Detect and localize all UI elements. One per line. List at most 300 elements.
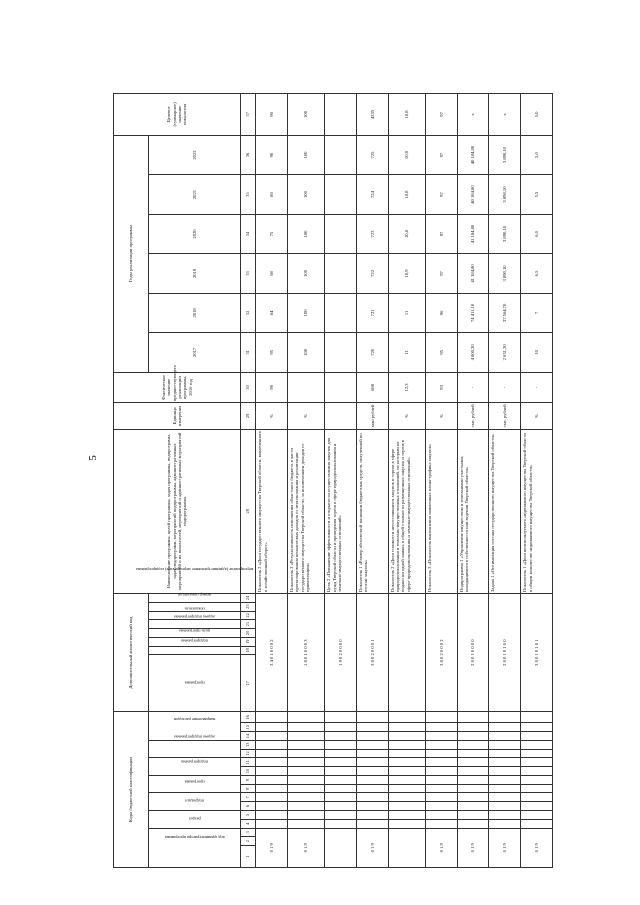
actual-value-cell: - [457, 372, 489, 403]
codes-group-header: Коды бюджетной классификации [114, 712, 149, 868]
budget-code-cell [457, 793, 489, 802]
program-indicators-table-sheet [113, 93, 553, 868]
column-number-cell: 23 [241, 602, 256, 611]
budget-code-cell [287, 723, 324, 732]
year-value-cell: 37 564,70 [489, 293, 521, 332]
budget-code-cell [256, 740, 288, 749]
year-value-cell [325, 135, 357, 175]
budget-code-cell [425, 802, 457, 811]
column-number-cell: 20 [241, 629, 256, 638]
column-number-cell: 12 [241, 749, 256, 758]
unit-cell: млн рублей [356, 403, 388, 429]
budget-code-cell [489, 740, 521, 749]
year-value-cell: 97 [425, 214, 457, 253]
target-value-cell: x [489, 94, 521, 136]
year-value-cell: 11 [388, 293, 425, 332]
actual-value-cell: - [489, 372, 521, 403]
year-header-2022: 2022 [148, 135, 240, 175]
indicator-name-cell: Показатель 3 «Результативность исполнения областного бюджета в части прогнозирования неналоговых доходов от использования и реализации государственного имущества Тверской области, за исключением доходов от приватизации» [287, 429, 324, 593]
budget-code-cell [489, 712, 521, 723]
budget-code-cell [256, 802, 288, 811]
column-number-cell: 15 [241, 723, 256, 732]
budget-code-cell [521, 712, 553, 723]
column-number-cell: 17 [241, 655, 256, 712]
year-value-cell: 68 [256, 254, 288, 293]
column-number-cell: 2 [241, 837, 256, 846]
year-value-cell: 721 [356, 293, 388, 332]
budget-code-cell [256, 758, 288, 767]
budget-code-cell [489, 723, 521, 732]
target-value-cell: 90 [256, 94, 288, 136]
budget-code-cell [457, 784, 489, 793]
budget-code-cell [325, 775, 357, 784]
budget-code-cell [425, 740, 457, 749]
budget-code-cell [457, 811, 489, 820]
budget-code-cell [425, 712, 457, 723]
table-row [325, 94, 357, 868]
budget-code-cell [489, 793, 521, 802]
year-value-cell: 100 [287, 175, 324, 214]
years-group-header: Годы реализации программы [114, 135, 149, 372]
budget-code-cell [325, 784, 357, 793]
budget-code-cell [457, 775, 489, 784]
budget-code-cell [287, 712, 324, 723]
year-value-cell: 100 [287, 254, 324, 293]
budget-code-cell [388, 758, 425, 767]
budget-code-cell [521, 802, 553, 811]
table-row [388, 94, 425, 868]
column-number-cell: 36 [241, 135, 256, 175]
column-number-cell: 30 [241, 372, 256, 403]
year-value-cell: 5,5 [521, 175, 553, 214]
budget-code-cell [356, 767, 388, 776]
budget-code-cell [256, 712, 288, 723]
budget-code-cell [425, 758, 457, 767]
unit-cell: тыс. рублей [457, 403, 489, 429]
main-activity-header: задача подпрограммы [148, 740, 240, 758]
budget-code-cell [388, 802, 425, 811]
analytic-subprogram-header: подпрограмма [148, 646, 240, 655]
analytic-code-cell [388, 593, 425, 711]
analytic-code-cell: 2 8 0 1 0 0 0 0 [457, 593, 489, 711]
budget-code-cell [489, 784, 521, 793]
budget-code-cell [325, 819, 357, 828]
year-value-cell: 100 [287, 333, 324, 372]
column-number-cell: 33 [241, 254, 256, 293]
year-value-cell: 6,5 [521, 254, 553, 293]
unit-cell: % [256, 403, 288, 429]
budget-code-cell [521, 767, 553, 776]
name-column-header: Наименование программы, целей программы, задач программы, подпрограмм, задач подпрограмм, мероприятий подпрограммы, административных мероприятий и их показателей, мероприятий и административных мероприятий подпрограммы [114, 429, 241, 593]
year-value-cell: 5,0 [521, 135, 553, 175]
year-header-2017: 2017 [148, 333, 240, 372]
budget-code-cell [388, 775, 425, 784]
column-number-cell: 11 [241, 758, 256, 767]
unit-cell: % [287, 403, 324, 429]
budget-code-cell [356, 749, 388, 758]
budget-code-cell [356, 775, 388, 784]
year-value-cell: 10,8 [388, 135, 425, 175]
budget-code-cell [457, 712, 489, 723]
year-value-cell: 100 [287, 214, 324, 253]
column-number-cell: 19 [241, 637, 256, 646]
analytic-goal-header: цель программы [148, 637, 240, 646]
admin-code-cell: 0 1 9 [287, 828, 324, 867]
year-value-cell: 3 890,10 [489, 254, 521, 293]
year-value-cell: 10,8 [388, 214, 425, 253]
budget-code-cell [256, 767, 288, 776]
budget-code-cell [457, 802, 489, 811]
year-value-cell: 723 [356, 214, 388, 253]
actual-value-cell [287, 372, 324, 403]
budget-code-cell [325, 811, 357, 820]
budget-code-cell [356, 740, 388, 749]
budget-code-cell [489, 758, 521, 767]
table-row [457, 94, 489, 868]
column-number-cell: 5 [241, 811, 256, 820]
budget-code-cell [356, 723, 388, 732]
budget-code-cell [287, 819, 324, 828]
target-value-cell: 97 [425, 94, 457, 136]
budget-code-cell [356, 819, 388, 828]
budget-code-cell [521, 793, 553, 802]
budget-code-cell [388, 767, 425, 776]
year-value-cell: 96 [425, 293, 457, 332]
year-value-cell: 90 [256, 135, 288, 175]
admin-code-cell: 0 1 9 [457, 828, 489, 867]
column-number-cell: 24 [241, 593, 256, 602]
indicator-name-cell: Показатель 1 «Размер абсолютной экономии бюджетных средств, полученной по итогам закупок» [356, 429, 388, 593]
year-value-cell: 75 [256, 214, 288, 253]
budget-code-cell [287, 802, 324, 811]
target-value-cell: 4335 [356, 94, 388, 136]
budget-code-cell [287, 793, 324, 802]
budget-code-cell [425, 767, 457, 776]
budget-code-cell [325, 767, 357, 776]
budget-code-cell [489, 811, 521, 820]
year-value-cell: 725 [356, 135, 388, 175]
year-value-cell: 3 890,10 [489, 214, 521, 253]
unit-cell: % [388, 403, 425, 429]
year-value-cell: 74 411,10 [457, 293, 489, 332]
budget-code-cell [287, 749, 324, 758]
budget-code-cell [388, 712, 425, 723]
analytic-program-header: программа [148, 655, 240, 712]
budget-code-cell [388, 749, 425, 758]
analytic-code-cell: 1 8 0 1 0 0 0 3 [287, 593, 324, 711]
column-number-cell: 6 [241, 802, 256, 811]
budget-code-cell [256, 793, 288, 802]
indicator-name-cell: Подпрограмма 1 «Управление имуществом и земельными участками, находящимися в собственности или ведении Тверской области» [457, 429, 489, 593]
budget-code-cell [521, 749, 553, 758]
budget-code-cell [457, 749, 489, 758]
year-value-cell: 100 [287, 135, 324, 175]
target-value-cell: 5,0 [521, 94, 553, 136]
table-row [521, 94, 553, 868]
budget-code-cell [287, 767, 324, 776]
year-value-cell: 40 184,80 [457, 135, 489, 175]
budget-code-cell [388, 723, 425, 732]
budget-code-cell [521, 775, 553, 784]
page-number: 5 [86, 455, 99, 461]
budget-code-cell [521, 723, 553, 732]
indicator-name-cell: Показатель 2 «Доля государственного имущества Тверской области, вовлеченного в хозяйственный оборот» [256, 429, 288, 593]
budget-code-cell [388, 793, 425, 802]
actual-value-cell: 98 [256, 372, 288, 403]
analytic-number-header: номер показателя [148, 602, 240, 611]
budget-code-cell [388, 811, 425, 820]
budget-code-cell [457, 758, 489, 767]
budget-code-cell [325, 732, 357, 741]
analytic-code-cell: 2 8 0 1 0 1 0 0 [489, 593, 521, 711]
unit-cell: % [521, 403, 553, 429]
budget-code-cell [425, 732, 457, 741]
year-value-cell [325, 333, 357, 372]
column-number-cell: 32 [241, 293, 256, 332]
actual-value-cell: 12,3 [388, 372, 425, 403]
year-value-cell: 95 [425, 333, 457, 372]
budget-code-cell [256, 775, 288, 784]
budget-code-cell [256, 784, 288, 793]
year-value-cell: 100 [287, 293, 324, 332]
year-value-cell [325, 254, 357, 293]
year-value-cell: 41 184,80 [457, 214, 489, 253]
budget-code-cell [356, 793, 388, 802]
budget-code-cell [325, 793, 357, 802]
target-column-header: Целевое (суммарное) значение показателя [114, 94, 241, 136]
budget-code-cell [457, 732, 489, 741]
year-value-cell: 80 [256, 175, 288, 214]
budget-code-cell [489, 749, 521, 758]
budget-code-cell [388, 740, 425, 749]
analytic-group-header: Дополнительный аналитический код [114, 593, 149, 711]
column-number-cell: 9 [241, 775, 256, 784]
column-number-row [241, 94, 256, 868]
budget-code-cell [256, 732, 288, 741]
budget-code-cell [457, 767, 489, 776]
year-value-cell: 10,9 [388, 254, 425, 293]
budget-code-cell [388, 819, 425, 828]
column-number-cell: 34 [241, 214, 256, 253]
budget-code-cell [457, 819, 489, 828]
actual-value-cell: - [521, 372, 553, 403]
year-value-cell: 64 [256, 293, 288, 332]
admin-code-cell [388, 828, 425, 867]
table-body [256, 94, 553, 868]
actual-value-cell: 93 [425, 372, 457, 403]
column-number-cell: 21 [241, 620, 256, 629]
budget-code-cell [425, 819, 457, 828]
budget-code-cell [356, 732, 388, 741]
budget-code-cell [325, 740, 357, 749]
column-number-cell: 7 [241, 793, 256, 802]
budget-code-cell [287, 740, 324, 749]
column-number-cell: 31 [241, 333, 256, 372]
admin-code-cell: 0 1 9 [425, 828, 457, 867]
year-value-cell: 720 [356, 333, 388, 372]
year-value-cell: 724 [356, 175, 388, 214]
year-value-cell: 95 [256, 333, 288, 372]
budget-code-cell [287, 758, 324, 767]
budget-code-cell [425, 775, 457, 784]
budget-code-cell [356, 758, 388, 767]
budget-code-cell [489, 819, 521, 828]
budget-code-cell [256, 819, 288, 828]
table-row [489, 94, 521, 868]
target-value-cell: 10,8 [388, 94, 425, 136]
subsection-header: подраздел [148, 793, 240, 811]
budget-code-cell [457, 740, 489, 749]
header-row-top [114, 94, 149, 868]
year-value-cell: 97 [425, 254, 457, 293]
budget-code-cell [325, 712, 357, 723]
column-number-cell: 1 [241, 846, 256, 868]
analytic-event-header: мероприятие (административное мероприятие) подпрограммы [148, 620, 240, 629]
unit-cell [325, 403, 357, 429]
analytic-code-cell: 3 4 0 1 0 0 0 2 [256, 593, 288, 711]
budget-code-cell [457, 723, 489, 732]
actual-value-cell [325, 372, 357, 403]
column-number-cell: 35 [241, 175, 256, 214]
budget-code-cell [521, 732, 553, 741]
section-header: раздел [148, 811, 240, 829]
budget-code-cell [325, 723, 357, 732]
analytic-indicator-header: показатель [148, 611, 240, 620]
indicator-name-cell: Задача 1 «Оптимизация состава государственного имущества Тверской области» [489, 429, 521, 593]
year-value-cell: 2 631,20 [489, 333, 521, 372]
budget-code-cell [489, 775, 521, 784]
year-header-2018: 2018 [148, 293, 240, 332]
year-value-cell: 97 [425, 175, 457, 214]
year-value-cell: 11 [388, 333, 425, 372]
table-row [356, 94, 388, 868]
budget-code-cell [287, 811, 324, 820]
analytic-code-cell: 1 9 0 2 0 0 0 0 [325, 593, 357, 711]
budget-code-cell [388, 732, 425, 741]
budget-code-cell [287, 775, 324, 784]
indicator-name-cell: Показатель 1 «Доля неиспользуемого недвижимого имущества Тверской области в общем количестве недвижимого имущества Тверской области» [521, 429, 553, 593]
budget-code-cell [325, 749, 357, 758]
budget-code-cell [356, 802, 388, 811]
budget-code-cell [287, 732, 324, 741]
budget-code-cell [489, 767, 521, 776]
budget-code-cell [256, 723, 288, 732]
admin-code-cell: 0 1 9 [521, 828, 553, 867]
admin-code-cell: 0 1 9 [489, 828, 521, 867]
column-number-cell: 37 [241, 94, 256, 136]
year-header-2020: 2020 [148, 214, 240, 253]
column-number-cell: 8 [241, 784, 256, 793]
table-row [256, 94, 288, 868]
analytic-task-header: задача подпрограммы [148, 629, 240, 638]
subprogram-code-header: подпрограмма [148, 758, 240, 776]
budget-code-cell [489, 802, 521, 811]
budget-code-cell [489, 732, 521, 741]
analytic-code-cell: 3 8 0 2 0 0 0 1 [356, 593, 388, 711]
column-number-cell: 22 [241, 611, 256, 620]
target-value-cell: x [457, 94, 489, 136]
admin-code-header: код администратора программы [148, 828, 240, 867]
target-value-cell: 100 [287, 94, 324, 136]
admin-code-cell: 0 1 9 [256, 828, 288, 867]
column-number-cell: 29 [241, 403, 256, 429]
column-number-cell: 13 [241, 740, 256, 749]
budget-code-cell [521, 758, 553, 767]
budget-code-cell [356, 712, 388, 723]
budget-code-cell [388, 784, 425, 793]
actual-column-header: Фактическое значение предшествующего реализации программы, 2016 год [114, 372, 241, 403]
budget-code-cell [521, 784, 553, 793]
year-header-2019: 2019 [148, 254, 240, 293]
budget-code-cell [287, 784, 324, 793]
year-value-cell [325, 175, 357, 214]
year-value-cell [325, 214, 357, 253]
budget-code-cell [325, 802, 357, 811]
expense-direction-header: направление расходов [148, 712, 240, 741]
budget-code-cell [425, 793, 457, 802]
admin-code-cell [325, 828, 357, 867]
year-value-cell: 41 184,80 [457, 254, 489, 293]
budget-code-cell [356, 811, 388, 820]
analytic-code-cell: 3 8 0 1 0 1 0 1 [521, 593, 553, 711]
table-row [425, 94, 457, 868]
budget-code-cell [425, 749, 457, 758]
year-value-cell: 10,8 [388, 175, 425, 214]
budget-code-cell [521, 740, 553, 749]
analytic-code-cell: 3 8 0 2 0 0 0 2 [425, 593, 457, 711]
column-number-cell: 3 [241, 828, 256, 837]
column-number-cell: 14 [241, 732, 256, 741]
year-value-cell: 722 [356, 254, 388, 293]
admin-code-cell: 0 1 9 [356, 828, 388, 867]
budget-code-cell [256, 811, 288, 820]
program-code-header: программа [148, 775, 240, 793]
year-header-2021: 2021 [148, 175, 240, 214]
budget-code-cell [425, 723, 457, 732]
year-value-cell: 4 800,20 [457, 333, 489, 372]
program-indicators-table [113, 93, 553, 868]
indicator-name-cell: Цель 2 «Повышение эффективности и открытости осуществления закупок для нужд Тверской области и проведения торгов в сфере природопользования и земельно-имущественных отношений» [325, 429, 357, 593]
year-value-cell: 6,0 [521, 214, 553, 253]
year-value-cell: 3 890,10 [489, 135, 521, 175]
unit-cell: тыс. рублей [489, 403, 521, 429]
year-value-cell: 7 [521, 293, 553, 332]
indicator-name-cell: Показатель 3 «Показатель выполнения заявленных плана-графика закупок» [425, 429, 457, 593]
column-number-cell: 4 [241, 819, 256, 828]
budget-code-cell [325, 758, 357, 767]
column-number-cell: 28 [241, 429, 256, 593]
year-value-cell [325, 293, 357, 332]
year-value-cell: 10 [521, 333, 553, 372]
budget-code-cell [425, 811, 457, 820]
table-row [287, 94, 324, 868]
column-number-cell: 10 [241, 767, 256, 776]
budget-code-cell [256, 749, 288, 758]
budget-code-cell [521, 819, 553, 828]
unit-column-header: Единица измерения [114, 403, 241, 429]
year-value-cell: 97 [425, 135, 457, 175]
column-number-cell: 18 [241, 646, 256, 655]
year-value-cell: 3 890,10 [489, 175, 521, 214]
target-value-cell [325, 94, 357, 136]
indicator-name-cell: Показатель 2 «Доля стоимости несостоявшихся закупок и торгов в сфере природопользования и земельно-имущественных отношений, по которым не подано ни одной заявки, в общей стоимости размещенных закупок и торгов в сфере природопользования и земельно-имущественных отношений» [388, 429, 425, 593]
budget-code-cell [521, 811, 553, 820]
actual-value-cell: 688 [356, 372, 388, 403]
column-number-cell: 16 [241, 712, 256, 723]
unit-cell: % [425, 403, 457, 429]
year-value-cell: 40 184,80 [457, 175, 489, 214]
budget-code-cell [356, 784, 388, 793]
